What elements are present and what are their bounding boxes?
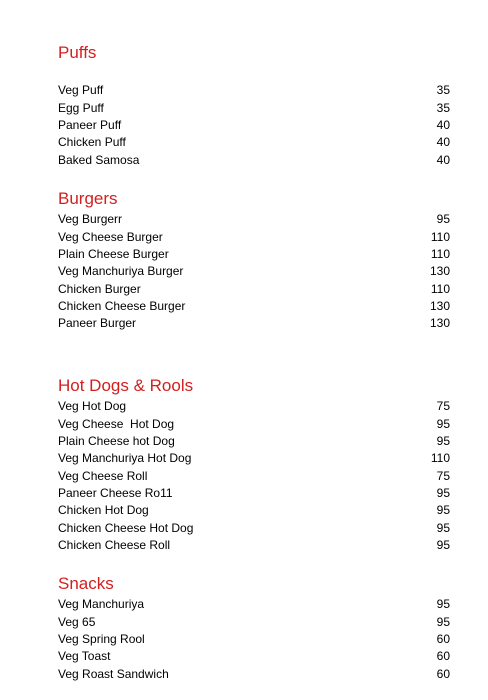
- item-name: Paneer Puff: [58, 117, 122, 132]
- menu-item: [58, 398, 450, 415]
- menu-item: [58, 665, 450, 682]
- item-price: 110: [430, 281, 450, 296]
- section-burgers: [58, 189, 450, 332]
- item-price: 110: [430, 229, 450, 244]
- menu-item: [58, 596, 450, 613]
- item-name: Paneer Burger: [58, 316, 137, 331]
- menu-item: [58, 537, 450, 554]
- item-price: 95: [436, 433, 450, 448]
- item-price: 130: [429, 298, 450, 313]
- item-price: 95: [436, 212, 450, 227]
- menu-item: [58, 467, 450, 484]
- item-price: 35: [436, 83, 450, 98]
- item-price: 40: [436, 152, 450, 167]
- item-name: Chicken Cheese Roll: [58, 537, 171, 552]
- menu-item: [58, 415, 450, 432]
- item-price: 95: [436, 614, 450, 629]
- item-price: 130: [429, 316, 450, 331]
- item-name: Egg Puff: [58, 100, 104, 115]
- item-name: Chicken Burger: [58, 281, 141, 296]
- item-price: 75: [436, 468, 450, 483]
- item-list: [58, 82, 450, 169]
- item-price: 110: [430, 451, 450, 466]
- menu-item: [58, 519, 450, 536]
- item-name: Veg Puff: [58, 83, 104, 98]
- item-name: Plain Cheese Burger: [58, 246, 169, 261]
- item-price: 40: [436, 117, 450, 132]
- section-title: Puffs: [58, 43, 97, 62]
- item-price: 95: [436, 597, 450, 612]
- item-list: [58, 596, 450, 683]
- item-price: 95: [436, 537, 450, 552]
- item-price: 75: [436, 399, 450, 414]
- item-name: Veg Spring Rool: [58, 631, 145, 646]
- item-name: Veg Cheese Burger: [58, 229, 163, 244]
- menu-item: [58, 211, 450, 228]
- item-name: Veg Burgerr: [58, 212, 123, 227]
- menu-item: [58, 298, 450, 315]
- item-price: 60: [436, 666, 450, 681]
- item-list: [58, 211, 450, 332]
- section-puffs: [58, 43, 450, 169]
- menu-item: [58, 134, 450, 151]
- menu-item: [58, 450, 450, 467]
- menu-item: [58, 151, 450, 168]
- menu-item: [58, 433, 450, 450]
- item-name: Chicken Puff: [58, 135, 126, 150]
- item-name: Veg 65: [58, 614, 96, 629]
- item-name: Veg Cheese Hot Dog: [58, 416, 175, 431]
- item-price: 130: [429, 264, 450, 279]
- item-name: Baked Samosa: [58, 152, 140, 167]
- item-price: 110: [430, 246, 450, 261]
- item-price: 95: [436, 485, 450, 500]
- menu-item: [58, 502, 450, 519]
- item-price: 95: [436, 503, 450, 518]
- item-price: 35: [436, 100, 450, 115]
- menu-item: [58, 280, 450, 297]
- menu-item: [58, 117, 450, 134]
- item-name: Paneer Cheese Ro11: [58, 485, 173, 500]
- item-price: 40: [436, 135, 450, 150]
- item-price: 60: [436, 631, 450, 646]
- item-name: Veg Hot Dog: [58, 399, 127, 414]
- item-name: Veg Manchuriya Hot Dog: [58, 451, 192, 466]
- section-title: Snacks: [58, 574, 114, 593]
- item-name: Veg Toast: [58, 649, 111, 664]
- item-name: Chicken Cheese Hot Dog: [58, 520, 194, 535]
- menu-item: [58, 613, 450, 630]
- menu-item: [58, 228, 450, 245]
- menu-item: [58, 631, 450, 648]
- item-name: Veg Manchuriya: [58, 597, 145, 612]
- item-price: 95: [436, 520, 450, 535]
- menu-item: [58, 485, 450, 502]
- item-name: Veg Cheese Roll: [58, 468, 148, 483]
- item-price: 60: [436, 649, 450, 664]
- menu-item: [58, 99, 450, 116]
- menu-item: [58, 82, 450, 99]
- item-price: 95: [436, 416, 450, 431]
- item-name: Plain Cheese hot Dog: [58, 433, 175, 448]
- menu-item: [58, 263, 450, 280]
- item-name: Chicken Cheese Burger: [58, 298, 186, 313]
- section-hot-dogs-rolls: [58, 376, 450, 554]
- item-name: Chicken Hot Dog: [58, 503, 149, 518]
- menu-item: [58, 648, 450, 665]
- item-list: [58, 398, 450, 554]
- menu-item: [58, 246, 450, 263]
- item-name: Veg Roast Sandwich: [58, 666, 169, 681]
- menu-item: [58, 315, 450, 332]
- section-title: Hot Dogs & Rools: [58, 376, 194, 395]
- section-title: Burgers: [58, 189, 118, 208]
- section-snacks: [58, 574, 450, 683]
- item-name: Veg Manchuriya Burger: [58, 264, 184, 279]
